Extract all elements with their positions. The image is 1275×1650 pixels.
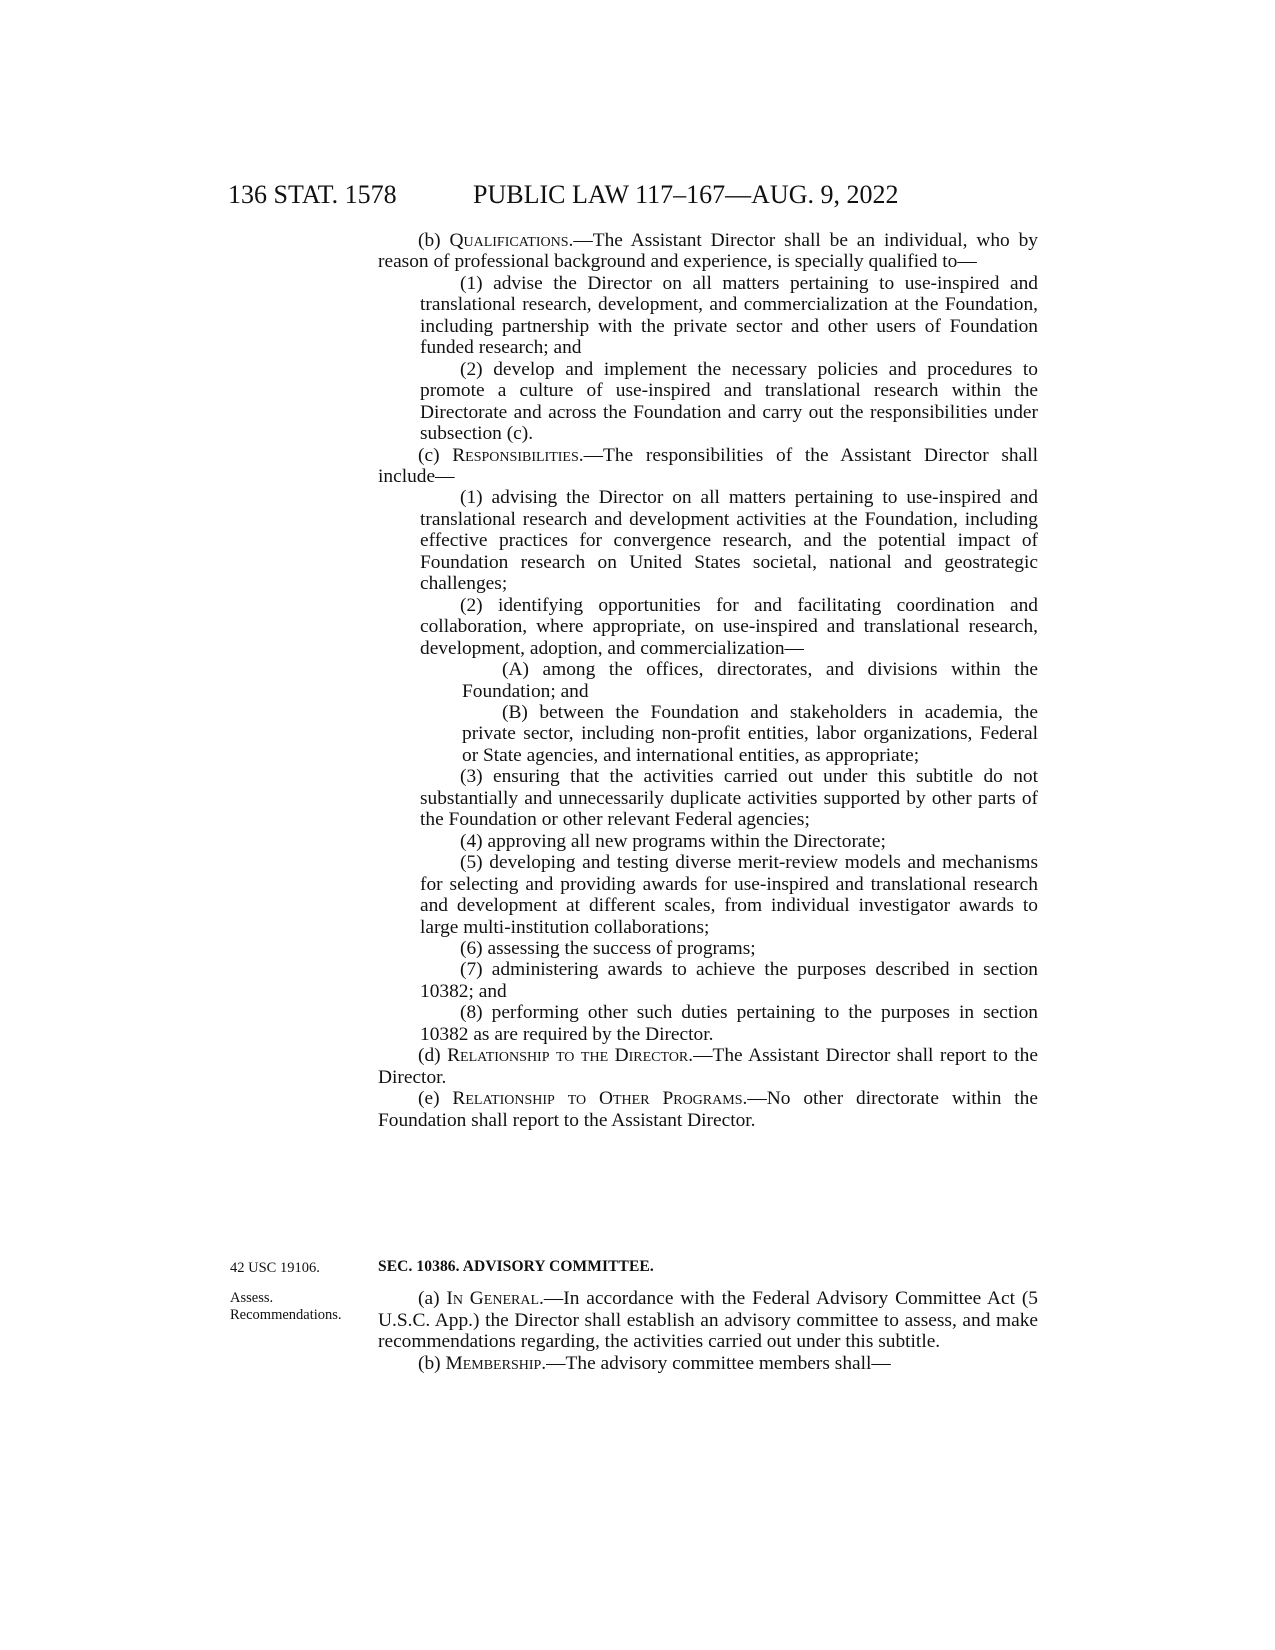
subsection-e: (e) Relationship to Other Programs.—No other directorate within the Foundation shall report to the Assistant Director. (378, 1088, 1038, 1131)
subsection-c-item-5: (5) developing and testing diverse merit-review models and mechanisms for selecting and providing awards for use-inspired and translational research and development at different scales, from individual investigator awards to large multi-institution collaborations; (420, 852, 1038, 938)
subsection-c-heading: Responsibilities (452, 444, 579, 466)
subsection-c-item-2-a: (A) among the offices, directorates, and divisions within the Foundation; and (462, 659, 1038, 702)
subsection-d: (d) Relationship to the Director.—The Assistant Director shall report to the Director. (378, 1045, 1038, 1088)
section-10386-heading: SEC. 10386. ADVISORY COMMITTEE. (378, 1258, 654, 1275)
subsection-b-heading: Qualifications (449, 230, 569, 251)
subsection-c-item-4: (4) approving all new programs within the Directorate; (460, 830, 886, 852)
usc-citation-note: 42 USC 19106. (230, 1260, 320, 1276)
section-10385-continued (378, 230, 1038, 1131)
section-10386-subsection-b: (b) Membership.—The advisory committee members shall— (418, 1352, 891, 1374)
subsection-b-item-2: (2) develop and implement the necessary policies and procedures to promote a culture of use-inspired and translational research within the Directorate and across the Foundation and carry out the responsibilities under subsection (c). (420, 358, 1038, 445)
subsection-c-item-2: (2) identifying opportunities for and facilitating coordination and collaboration, where appropriate, on use-inspired and translational research, development, adoption, and commercialization— (420, 594, 1038, 659)
subsection-d-heading: Relationship to the Director (447, 1045, 689, 1067)
section-10386 (378, 1256, 1038, 1374)
subsection-c-item-2-b: (B) between the Foundation and stakeholders in academia, the private sector, including non-profit entities, labor organizations, Federal or State agencies, and international entities, as appropriate; (462, 701, 1038, 766)
subsection-b-item-1: (1) advise the Director on all matters pertaining to use-inspired and translational research, development, and commercialization at the Foundation, including partnership with the private sector and other users of Foundation funded research; and (420, 272, 1038, 359)
subsection-b: (b) Qualifications.—The Assistant Director shall be an individual, who by reason of professional background and experience, is specially qualified to— (378, 230, 1038, 273)
assess-recommendations-note: Assess. Recommendations. (230, 1290, 342, 1323)
section-10386-subsection-a: (a) In General.—In accordance with the Federal Advisory Committee Act (5 U.S.C. App.) the Director shall establish an advisory committee to assess, and make recommendations regarding, the activities carried out under this subtitle. (378, 1288, 1039, 1353)
subsection-e-heading: Relationship to Other Programs (452, 1088, 743, 1110)
subsection-c-item-1: (1) advising the Director on all matters pertaining to use-inspired and translational research and development activities at the Foundation, including effective practices for convergence research, and the potential impact of Foundation research on United States societal, national and geostrategic challenges; (420, 487, 1038, 595)
public-law-title: PUBLIC LAW 117–167—AUG. 9, 2022 (473, 180, 899, 209)
page-number: 136 STAT. 1578 (228, 180, 397, 209)
subsection-c: (c) Responsibilities.—The responsibilities of the Assistant Director shall include— (378, 444, 1038, 487)
subsection-c-item-7: (7) administering awards to achieve the purposes described in section 10382; and (420, 959, 1038, 1002)
subsection-c-item-8: (8) performing other such duties pertaining to the purposes in section 10382 as are required by the Director. (420, 1002, 1038, 1045)
subsection-c-item-6: (6) assessing the success of programs; (460, 937, 756, 959)
running-head (228, 180, 1038, 220)
section-10386-a-heading: In General (446, 1288, 540, 1310)
subsection-c-item-3: (3) ensuring that the activities carried out under this subtitle do not substantially and unnecessarily duplicate activities supported by other parts of the Foundation or other relevant Federal agencies; (420, 766, 1038, 831)
section-10386-b-heading: Membership (445, 1352, 542, 1374)
